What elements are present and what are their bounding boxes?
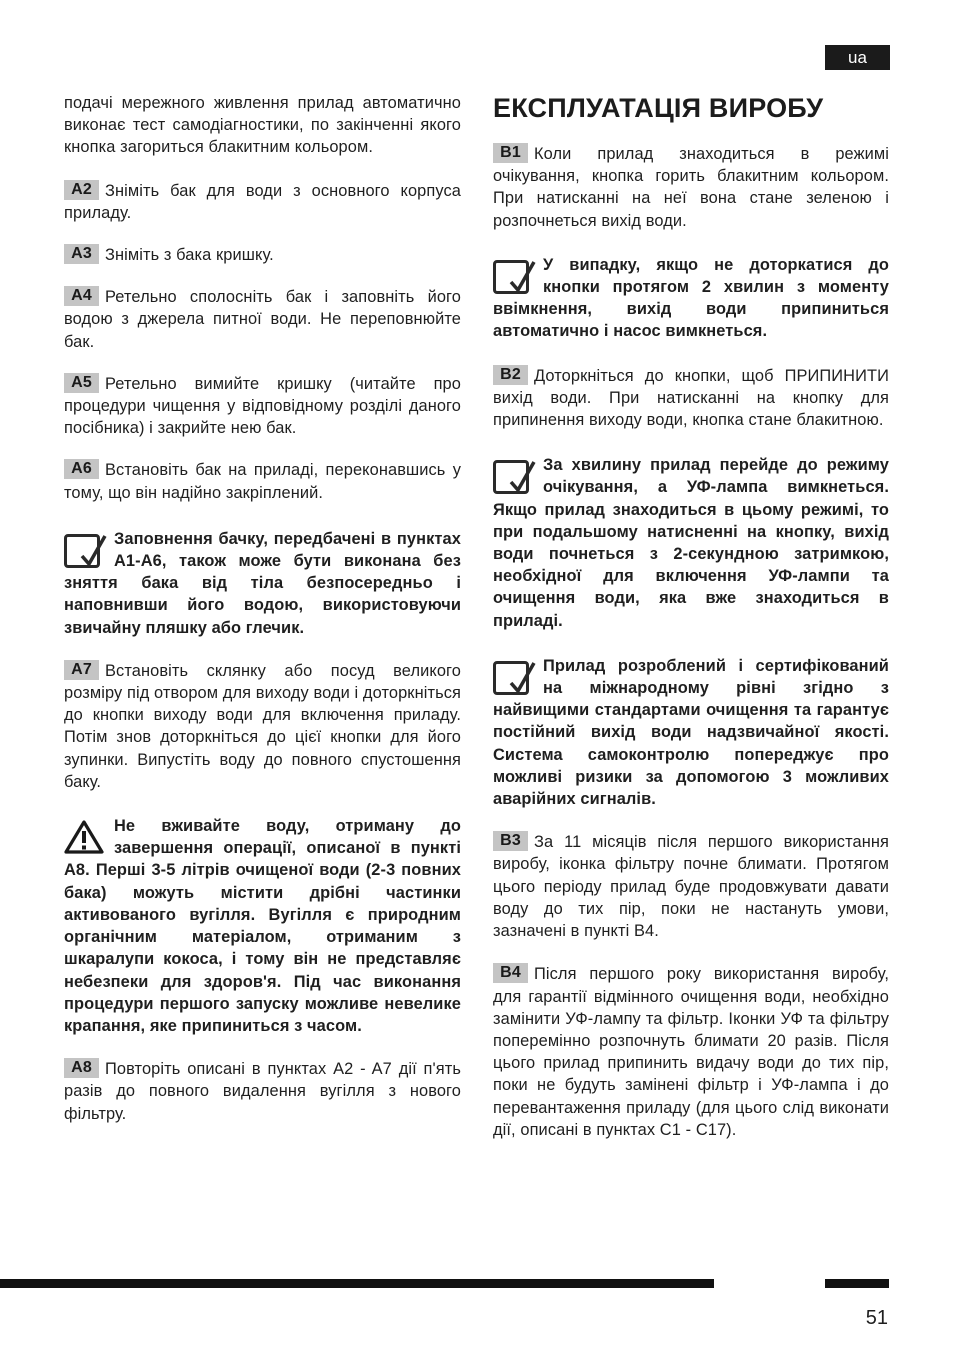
warning-block: [64, 815, 461, 1037]
right-column: [493, 92, 889, 1141]
step-text-a2: Зніміть бак для води з основного корпуса приладу.: [64, 181, 461, 222]
step-text-b2: Доторкніться до кнопки, щоб ПРИПИНИТИ вихід води. При натисканні на кнопку для припинення виходу води, кнопка стане блакитною.: [493, 366, 889, 430]
note-certification: [493, 655, 889, 810]
step-a8: [64, 1058, 461, 1125]
step-text-a7: Встановіть склянку або посуд великого розміру під отвором для виходу води і доторкніться до кнопки виходу води для включення приладу. Потім знов доторкніться до цієї кнопки для його зупинки. Випустіть воду до повного спустошення баку.: [64, 661, 461, 791]
step-label-b3: B3: [493, 831, 528, 851]
note-text: За хвилину прилад перейде до режиму очікування, а УФ-лампа вимкнеться. Якщо прилад знаходиться в цьому режимі, то при подальшому натисненні на кнопку, вихід води почнеться з 2-секундною затримкою, необхідної для включення УФ-лампи та очищення води, яка вже знаходиться в приладі.: [493, 456, 889, 630]
language-tag: ua: [825, 45, 890, 70]
step-text-a4: Ретельно сполосніть бак і заповніть його водою з джерела питної води. Не переповнюйте бак.: [64, 288, 461, 351]
warning-triangle-icon: [64, 819, 108, 859]
intro-paragraph: подачі мережного живлення прилад автоматично виконає тест самодіагностики, по закінченні якого кнопка загориться блакитним кольором.: [64, 94, 461, 157]
step-text-b3: За 11 місяців після першого використання виробу, іконка фільтру почне блимати. Протягом цього періоду прилад буде продовжувати давати воду до тих пір, поки не настануть умови, зазначені в пункті B4.: [493, 833, 889, 941]
step-a7: [64, 660, 461, 793]
step-text-b4: Після першого року використання виробу, для гарантії відмінного очищення води, необхідно замінити УФ-лампу та фільтр. Іконки УФ та фільтру поперемінно розпочнуть блимати 20 разів. Після цього прилад припинить видачу води до тих пір, поки не будуть замінені фільтр і УФ-лампа і до перевантаження приладу (для цього слід виконати дії, описані в пунктах C1 - C17).: [493, 965, 889, 1139]
step-a4: [64, 286, 461, 353]
step-text-a5: Ретельно вимийте кришку (читайте про процедури чищення у відповідному розділі даного посібника) і закрийте нею бак.: [64, 374, 461, 438]
checkbox-note-icon: [493, 659, 537, 695]
note-text: У випадку, якщо не доторкатися до кнопки протягом 2 хвилин з моменту ввімкнення, вихід води припиниться автоматично і насос вимкнеться.: [493, 255, 889, 341]
step-text-a6: Встановіть бак на приладі, переконавшись у тому, що він надійно закріплений.: [64, 461, 461, 502]
step-b2: [493, 365, 889, 432]
step-label-a4: A4: [64, 286, 99, 306]
step-label-b1: B1: [493, 143, 528, 163]
step-label-a6: A6: [64, 459, 99, 479]
left-column: [64, 92, 461, 1125]
note-text: Заповнення бачку, передбачені в пунктах A1-A6, також може бути виконана без зняття бака від тіла безпосередньо і наповнивши його водою, використовуючи звичайну пляшку або глечик.: [64, 529, 461, 637]
step-label-a3: A3: [64, 244, 99, 264]
note-text: Прилад розроблений і сертифікований на міжнародному рівні згідно з найвищими стандартами очищення та гарантує постійний вихід води надзвичайної якості. Система самоконтролю попереджує про можливі ризики за допомогою 3 можливих аварійних сигналів.: [493, 656, 889, 809]
step-b1: [493, 143, 889, 232]
note-auto-stop: [493, 254, 889, 343]
step-label-a5: A5: [64, 373, 99, 393]
step-text-a3: Зніміть з бака кришку.: [105, 246, 274, 265]
step-a3: [64, 244, 461, 266]
step-text-a8: Повторіть описані в пунктах A2 - A7 дії п'ять разів до повного видалення вугілля з нового фільтру.: [64, 1060, 461, 1123]
step-text-b1: Коли прилад знаходиться в режимі очікування, кнопка горить блакитним кольором. При натисканні на неї вона стане зеленою і розпочнеться вихід води.: [493, 145, 889, 230]
step-label-a7: A7: [64, 660, 99, 680]
section-heading: ЕКСПЛУАТАЦІЯ ВИРОБУ: [493, 93, 824, 123]
step-label-a8: A8: [64, 1058, 99, 1078]
step-label-b2: B2: [493, 365, 528, 385]
step-a6: [64, 459, 461, 503]
checkbox-note-icon: [493, 458, 537, 494]
note-standby-mode: [493, 454, 889, 632]
warning-text: Не вживайте воду, отриману до завершення операції, описаної в пункті A8. Перші 3-5 літрів очищеної води (2-3 повних бака) можуть містити дрібні частинки активованого вугілля. Вугілля є природним органічним матеріалом, отриманим з шкаралупи кокоса, і тому він не представляє небезпеки для здоров'я. Під час виконання процедури першого запуску можливе невелике крапання, яке припиниться з часом.: [64, 817, 461, 1035]
step-a2: [64, 180, 461, 224]
footer-divider-left: [0, 1279, 714, 1288]
step-label-b4: B4: [493, 963, 528, 983]
step-label-a2: A2: [64, 180, 99, 200]
checkbox-note-icon: [493, 258, 537, 294]
step-a5: [64, 373, 461, 440]
page-number: 51: [865, 1307, 888, 1329]
note-fill-without-removal: [64, 528, 461, 639]
checkbox-note-icon: [64, 532, 108, 568]
footer-divider-right: [825, 1279, 889, 1288]
step-b3: [493, 831, 889, 942]
step-b4: [493, 963, 889, 1141]
